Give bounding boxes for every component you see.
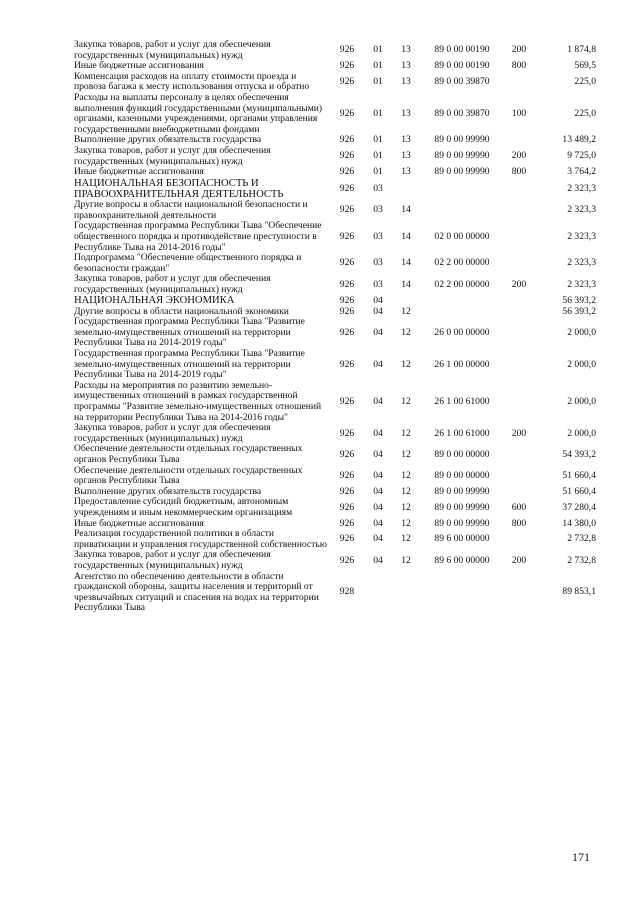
row-vr <box>504 381 534 423</box>
row-gr: 926 <box>339 278 355 290</box>
row-pr: 12 <box>401 395 411 407</box>
row-amount: 14 380,0 <box>562 517 596 529</box>
row-csr <box>420 307 504 318</box>
row-amount: 2 000,0 <box>567 395 596 407</box>
row-amount: 3 764,2 <box>567 166 596 178</box>
row-rz: 04 <box>373 517 383 529</box>
table-row <box>74 40 596 61</box>
row-name: Государственная программа Республики Тыва "Развитие земельно-имущественных отношений на территории Республики Тыва на 2014-2019 годы" <box>74 316 305 349</box>
table-row <box>74 72 596 93</box>
row-gr: 926 <box>339 294 355 306</box>
row-csr: 89 0 00 99990 <box>434 485 490 497</box>
row-amount: 1 874,8 <box>567 44 596 56</box>
row-pr: 12 <box>401 305 411 317</box>
row-pr: 12 <box>401 448 411 460</box>
row-gr: 926 <box>339 469 355 481</box>
row-name: Расходы на мероприятия по развитию земельно-имущественных отношений в рамках государственной программы "Развитие земельно-имущественных отношений на территории Республики Тыва на 2014-2016 годы" <box>74 379 322 423</box>
row-pr <box>392 295 420 306</box>
row-name: Другие вопросы в области национальной экономики <box>74 305 289 317</box>
row-name: Обеспечение деятельности отдельных государственных органов Республики Тыва <box>74 464 303 487</box>
row-pr: 14 <box>401 204 411 216</box>
row-gr: 926 <box>339 358 355 370</box>
row-rz: 04 <box>373 358 383 370</box>
row-rz: 03 <box>373 204 383 216</box>
row-name: НАЦИОНАЛЬНАЯ ЭКОНОМИКА <box>74 295 235 307</box>
row-gr: 926 <box>339 60 355 72</box>
row-csr: 89 0 00 99990 <box>434 501 490 513</box>
row-csr: 89 0 00 99990 <box>434 517 490 529</box>
row-gr: 926 <box>339 107 355 119</box>
budget-table-body <box>74 40 596 614</box>
row-vr: 100 <box>511 107 527 119</box>
row-vr: 600 <box>511 501 527 513</box>
row-rz: 01 <box>373 76 383 88</box>
row-vr <box>504 307 534 318</box>
row-pr: 13 <box>401 60 411 72</box>
row-rz: 01 <box>373 150 383 162</box>
row-rz: 04 <box>373 554 383 566</box>
row-name: Закупка товаров, работ и услуг для обеспечения государственных (муниципальных) нужд <box>74 273 271 295</box>
row-pr: 12 <box>401 517 411 529</box>
table-row <box>74 295 596 306</box>
table-row <box>74 274 596 295</box>
row-vr <box>504 572 534 614</box>
row-pr: 14 <box>401 230 411 242</box>
row-csr: 02 2 00 00000 <box>434 278 490 290</box>
row-vr <box>504 444 534 465</box>
row-pr: 12 <box>401 358 411 370</box>
row-rz: 04 <box>373 294 383 306</box>
row-csr: 26 1 00 61000 <box>434 395 490 407</box>
row-gr: 926 <box>339 134 355 146</box>
row-vr: 200 <box>511 44 527 56</box>
row-amount: 13 489,2 <box>562 134 596 146</box>
row-amount: 37 280,4 <box>562 501 596 513</box>
row-csr: 89 0 00 00000 <box>434 448 490 460</box>
row-vr <box>504 72 534 93</box>
row-vr <box>504 178 534 200</box>
row-pr: 12 <box>401 554 411 566</box>
row-vr: 800 <box>511 166 527 178</box>
row-pr: 12 <box>401 469 411 481</box>
row-csr <box>420 200 504 221</box>
row-gr: 926 <box>339 305 355 317</box>
row-amount: 2 323,3 <box>567 204 596 216</box>
row-gr: 926 <box>339 166 355 178</box>
table-row <box>74 497 596 518</box>
table-row <box>74 146 596 167</box>
table-row <box>74 572 596 614</box>
row-rz: 01 <box>373 166 383 178</box>
row-amount: 2 000,0 <box>567 427 596 439</box>
row-name: Подпрограмма "Обеспечение общественного порядка и безопасности граждан" <box>74 252 302 274</box>
row-amount: 56 393,2 <box>562 294 596 306</box>
row-pr: 13 <box>401 44 411 56</box>
row-vr <box>504 295 534 306</box>
row-name: Иные бюджетные ассигнования <box>74 166 204 178</box>
row-amount: 51 660,4 <box>562 469 596 481</box>
row-pr: 12 <box>401 485 411 497</box>
row-pr: 12 <box>401 501 411 513</box>
row-rz: 04 <box>373 448 383 460</box>
row-rz: 03 <box>373 257 383 269</box>
row-name: Закупка товаров, работ и услуг для обеспечения государственных (муниципальных) нужд <box>74 39 271 61</box>
row-name: Агентство по обеспечению деятельности в области гражданской обороны, защиты населения и территорий от чрезвычайных ситуаций и спасения на водах на территории Республики Тыва <box>74 570 319 614</box>
row-vr: 800 <box>511 60 527 72</box>
row-rz: 04 <box>373 485 383 497</box>
row-pr: 12 <box>401 326 411 338</box>
table-row <box>74 381 596 423</box>
row-gr: 926 <box>339 448 355 460</box>
row-gr: 926 <box>339 501 355 513</box>
budget-table <box>74 40 596 614</box>
row-amount: 56 393,2 <box>562 305 596 317</box>
row-csr: 89 0 00 99990 <box>434 166 490 178</box>
row-name: Другие вопросы в области национальной безопасности и правоохранительной деятельности <box>74 199 308 221</box>
row-rz: 01 <box>373 107 383 119</box>
row-pr: 12 <box>401 533 411 545</box>
row-csr: 02 0 00 00000 <box>434 230 490 242</box>
row-vr <box>504 349 534 381</box>
row-amount: 225,0 <box>574 76 596 88</box>
row-amount: 2 000,0 <box>567 358 596 370</box>
row-gr: 926 <box>339 76 355 88</box>
row-name: Обеспечение деятельности отдельных государственных органов Республики Тыва <box>74 443 303 465</box>
row-gr: 926 <box>339 150 355 162</box>
row-vr <box>504 200 534 221</box>
row-name: Закупка товаров, работ и услуг для обеспечения государственных (муниципальных) нужд <box>74 549 271 571</box>
row-name: Иные бюджетные ассигнования <box>74 517 204 529</box>
row-csr: 02 2 00 00000 <box>434 257 490 269</box>
row-vr <box>504 487 534 498</box>
row-pr: 14 <box>401 278 411 290</box>
table-row <box>74 253 596 274</box>
row-csr: 26 0 00 00000 <box>434 326 490 338</box>
page-number: 171 <box>572 850 590 864</box>
row-amount: 89 853,1 <box>562 586 596 598</box>
table-row <box>74 550 596 571</box>
row-name: Закупка товаров, работ и услуг для обеспечения государственных (муниципальных) нужд <box>74 144 271 167</box>
row-csr: 89 0 00 99990 <box>434 134 490 146</box>
row-rz: 01 <box>373 60 383 72</box>
row-vr: 800 <box>511 517 527 529</box>
row-amount: 2 323,3 <box>567 182 596 194</box>
row-vr <box>504 253 534 274</box>
row-pr: 13 <box>401 107 411 119</box>
row-gr: 926 <box>339 554 355 566</box>
row-amount: 2 732,8 <box>567 554 596 566</box>
row-rz: 04 <box>373 326 383 338</box>
table-row <box>74 200 596 221</box>
row-vr: 200 <box>511 150 527 162</box>
row-vr <box>504 221 534 253</box>
row-gr: 926 <box>339 326 355 338</box>
row-csr: 89 0 00 00190 <box>434 60 490 72</box>
row-csr: 89 0 00 99990 <box>434 150 490 162</box>
row-amount: 54 393,2 <box>562 448 596 460</box>
row-rz: 03 <box>373 182 383 194</box>
row-name: Государственная программа Республики Тыва "Обеспечение общественного порядка и противодействие преступности в Республике Тыва на 2014-2016 годы" <box>74 220 322 253</box>
row-rz: 04 <box>373 469 383 481</box>
row-amount: 2 323,3 <box>567 230 596 242</box>
row-pr <box>392 572 420 614</box>
row-vr <box>504 317 534 349</box>
row-rz: 04 <box>373 501 383 513</box>
table-row <box>74 349 596 381</box>
row-amount: 569,5 <box>574 60 596 72</box>
row-pr: 13 <box>401 76 411 88</box>
row-rz: 03 <box>373 278 383 290</box>
row-amount: 9 725,0 <box>567 150 596 162</box>
row-gr: 926 <box>339 230 355 242</box>
row-name: Государственная программа Республики Тыва "Развитие земельно-имущественных отношений на территории Республики Тыва на 2014-2019 годы" <box>74 348 305 381</box>
table-row <box>74 178 596 200</box>
row-amount: 2 732,8 <box>567 533 596 545</box>
row-gr: 928 <box>339 586 355 598</box>
row-gr: 926 <box>339 44 355 56</box>
row-name: Реализация государственной политики в области приватизации и управления государственной собственностью <box>74 528 327 550</box>
row-pr: 13 <box>401 166 411 178</box>
row-csr: 26 1 00 61000 <box>434 427 490 439</box>
row-pr: 12 <box>401 427 411 439</box>
table-row <box>74 423 596 444</box>
row-pr: 13 <box>401 134 411 146</box>
row-name: Иные бюджетные ассигнования <box>74 60 204 72</box>
row-name: Закупка товаров, работ и услуг для обеспечения государственных (муниципальных) нужд <box>74 422 271 444</box>
row-rz: 04 <box>373 427 383 439</box>
row-name: Предоставление субсидий бюджетным, автономным учреждениям и иным некоммерческим организациям <box>74 496 293 518</box>
row-name: Расходы на выплаты персоналу в целях обеспечения выполнения функций государственными (муниципальными) органами, казенными учреждениями, органами управления государственными внебюджетными фондами <box>74 91 323 135</box>
row-vr: 200 <box>511 427 527 439</box>
row-rz: 04 <box>373 533 383 545</box>
row-pr: 14 <box>401 257 411 269</box>
row-csr: 89 0 00 00190 <box>434 44 490 56</box>
row-gr: 926 <box>339 395 355 407</box>
row-gr: 926 <box>339 485 355 497</box>
table-row <box>74 167 596 178</box>
table-row <box>74 93 596 135</box>
row-gr: 926 <box>339 427 355 439</box>
row-pr: 13 <box>401 150 411 162</box>
row-gr: 926 <box>339 182 355 194</box>
table-row <box>74 221 596 253</box>
row-csr <box>420 295 504 306</box>
row-name: Выполнение других обязательств государства <box>74 134 262 146</box>
row-name: НАЦИОНАЛЬНАЯ БЕЗОПАСНОСТЬ И ПРАВООХРАНИТЕЛЬНАЯ ДЕЯТЕЛЬНОСТЬ <box>74 177 284 200</box>
table-row <box>74 529 596 550</box>
row-gr: 926 <box>339 533 355 545</box>
row-csr: 89 6 00 00000 <box>434 554 490 566</box>
row-csr: 89 6 00 00000 <box>434 533 490 545</box>
row-rz: 01 <box>373 134 383 146</box>
row-pr <box>392 178 420 200</box>
row-vr: 200 <box>511 278 527 290</box>
row-csr: 26 1 00 00000 <box>434 358 490 370</box>
row-amount: 51 660,4 <box>562 485 596 497</box>
row-gr: 926 <box>339 257 355 269</box>
table-row <box>74 466 596 487</box>
row-csr <box>420 178 504 200</box>
table-row <box>74 317 596 349</box>
row-amount: 2 000,0 <box>567 326 596 338</box>
row-vr <box>504 529 534 550</box>
row-csr <box>420 572 504 614</box>
row-csr: 89 0 00 39870 <box>434 76 490 88</box>
row-amount: 2 323,3 <box>567 278 596 290</box>
row-rz: 03 <box>373 230 383 242</box>
row-vr <box>504 466 534 487</box>
row-name: Выполнение других обязательств государства <box>74 485 262 497</box>
row-csr: 89 0 00 39870 <box>434 107 490 119</box>
row-rz: 04 <box>373 305 383 317</box>
row-amount: 225,0 <box>574 107 596 119</box>
row-csr: 89 0 00 00000 <box>434 469 490 481</box>
table-row <box>74 444 596 465</box>
row-rz <box>364 572 392 614</box>
row-rz: 01 <box>373 44 383 56</box>
row-vr: 200 <box>511 554 527 566</box>
row-gr: 926 <box>339 517 355 529</box>
row-gr: 926 <box>339 204 355 216</box>
row-name: Компенсация расходов на оплату стоимости проезда и провоза багажа к месту использования отпуска и обратно <box>74 70 310 93</box>
row-vr <box>504 135 534 146</box>
row-rz: 04 <box>373 395 383 407</box>
row-amount: 2 323,3 <box>567 257 596 269</box>
